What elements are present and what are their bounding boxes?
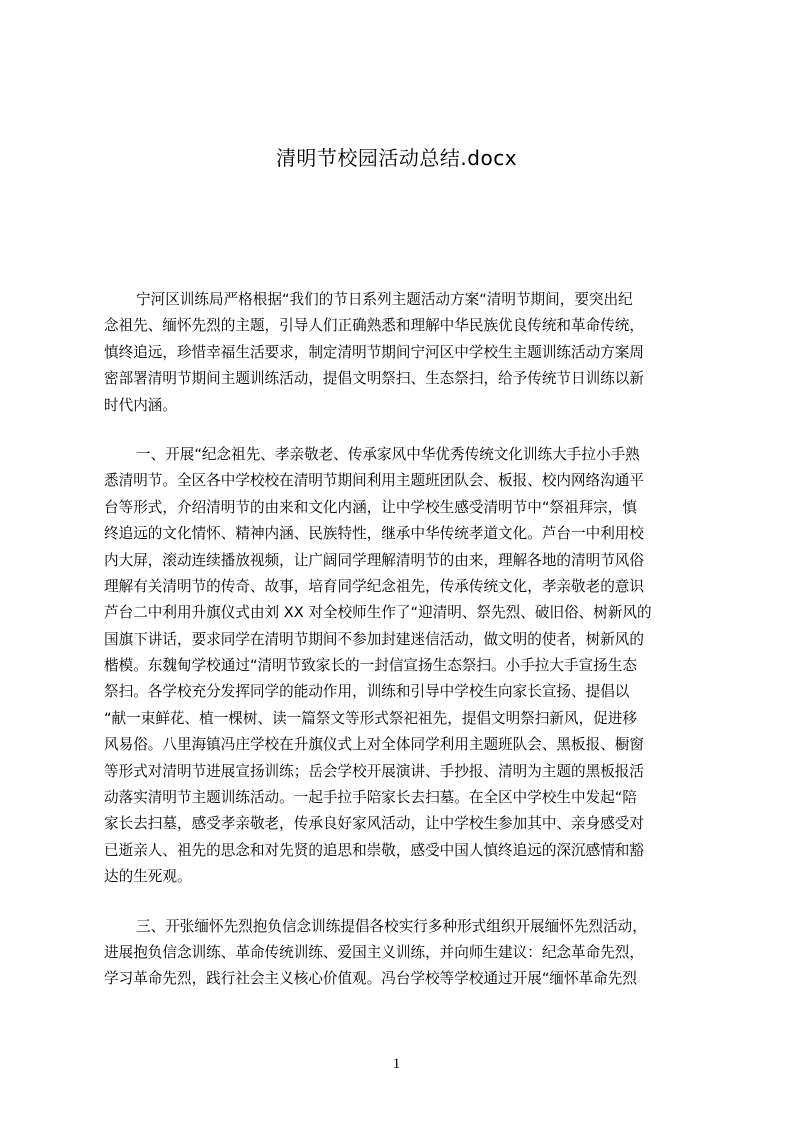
text-line: 楷模。东魏甸学校通过“清明节致家长的一封信宣扬生态祭扫。小手拉大手宣扬生态 [104,657,637,675]
text-line: 宁河区训练局严格根据“我们的节日系列主题活动方案“清明节期间，要突出纪 [136,291,633,308]
text-line: 祭扫。各学校充分发挥同学的能动作用，训练和引导中学校生向家长宣扬、提倡以 [104,683,630,701]
text-line: 动落实清明节主题训练活动。一起手拉手陪家长去扫墓。在全区中学校生中发起“陪 [104,789,637,807]
text-line: 慎终追远，珍惜幸福生活要求，制定清明节期间宁河区中学校生主题训练活动方案周 [104,343,644,361]
page-number: 1 [392,1056,401,1072]
text-line: 三、开张缅怀先烈抱负信念训练提倡各校实行多种形式组织开展缅怀先烈活动， [136,917,647,935]
text-line: 终追远的文化情怀、精神内涵、民族特性，继承中华传统孝道文化。芦台一中利用校 [104,525,644,543]
text-line: 学习革命先烈，践行社会主义核心价值观。冯台学校等学校通过开展“缅怀革命先烈 [104,970,637,988]
paragraph-section-one [104,442,700,891]
text-line: 等形式对清明节进展宣扬训练；岳会学校开展演讲、手抄报、清明为主题的黑板报活 [104,762,644,780]
text-line: 一、开展“纪念祖先、孝亲敬老、传承家风中华优秀传统文化训练大手拉小手熟 [136,445,640,463]
paragraph-intro [104,287,700,419]
text-line: 达的生死观。 [104,868,192,886]
document-title: 清明节校园活动总结.docx [275,146,518,170]
text-line: 密部署清明节期间主题训练活动，提倡文明祭扫、生态祭扫，给予传统节日训练以新 [104,370,644,388]
text-line: 理解有关清明节的传奇、故事，培育同学纪念祖先，传承传统文化，孝亲敬老的意识 [104,577,644,595]
text-line: 内大屏，滚动连续播放视频，让广阔同学理解清明节的由来，理解各地的清明节风俗 [104,551,644,569]
text-line: 国旗下讲话，要求同学在清明节期间不参加封建迷信活动，做文明的使者，树新风的 [104,630,644,648]
text-line: 念祖先、缅怀先烈的主题，引导人们正确熟悉和理解中华民族优良传统和革命传统， [104,317,644,335]
text-line: 悉清明节。全区各中学校校在清明节期间利用主题班团队会、板报、校内网络沟通平 [104,472,644,490]
text-line: 家长去扫墓，感受孝亲敬老，传承良好家风活动，让中学校生参加其中、亲身感受对 [104,815,644,833]
text-line: 时代内涵。 [104,396,177,414]
text-line: 已逝亲人、祖先的思念和对先贤的追思和崇敬，感受中国人慎终追远的深沉感情和豁 [104,841,644,859]
text-line: 风易俗。八里海镇冯庄学校在升旗仪式上对全体同学利用主题班队会、黑板报、橱窗 [104,736,644,754]
text-line: 芦台二中利用升旗仪式由刘 XX 对全校师生作了“迎清明、祭先烈、破旧俗、树新风的 [104,604,652,622]
text-line: 台等形式，介绍清明节的由来和文化内涵，让中学校生感受清明节中“祭祖拜宗，慎 [104,498,637,516]
text-line: 进展抱负信念训练、革命传统训练、爱国主义训练，并向师生建议：纪念革命先烈， [104,943,644,961]
text-line: “献一束鲜花、植一棵树、读一篇祭文等形式祭祀祖先，提倡文明祭扫新风，促进移 [104,709,637,727]
paragraph-section-three [104,914,700,993]
document-body [104,287,700,1016]
